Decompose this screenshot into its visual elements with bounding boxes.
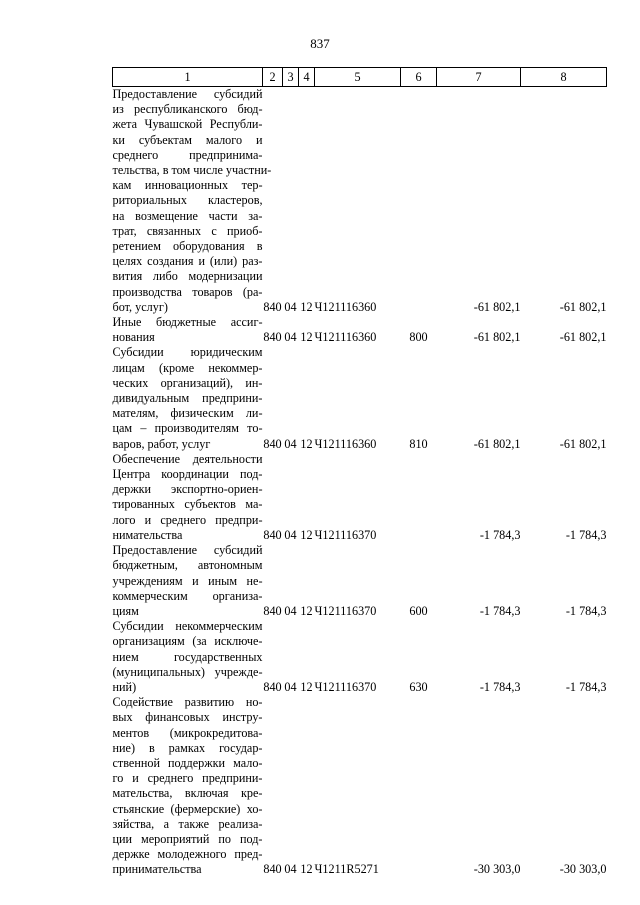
header-row [113, 68, 607, 87]
row-description [112, 87, 272, 316]
subsection-code: 12 [300, 330, 313, 345]
header-cell-4: 4 [299, 68, 315, 87]
section-code: 04 [284, 436, 297, 451]
amount-value: -61 802,1 [473, 436, 521, 451]
ministry-code: 840 [263, 679, 282, 694]
target-article-code: Ч121116360 [314, 299, 377, 314]
subsection-code: 12 [300, 299, 313, 314]
description-line: Обеспечение деятельности [112, 451, 263, 466]
description-line: трат, связанных с приоб- [112, 223, 263, 238]
table-row [113, 315, 607, 345]
total-value: -1 784,3 [565, 679, 607, 694]
description-line: ние) в рамках государ- [112, 740, 263, 755]
amount-value: -61 802,1 [473, 330, 521, 345]
description-line: зяйства, а также реализа- [112, 816, 263, 831]
table-row [113, 345, 607, 451]
target-article-code: Ч121116370 [314, 603, 377, 618]
total-value: -30 303,0 [559, 862, 607, 877]
description-line: Субсидии юридическим [112, 345, 263, 360]
section-code: 04 [284, 527, 297, 542]
description-line: ний) [112, 679, 137, 694]
total-value: -61 802,1 [559, 436, 607, 451]
section-code: 04 [284, 330, 297, 345]
header-cell-8: 8 [521, 68, 607, 87]
ministry-code: 840 [263, 527, 282, 542]
section-code: 04 [284, 603, 297, 618]
description-line: ретением оборудования в [112, 239, 263, 254]
header-cell-6: 6 [401, 68, 437, 87]
table-row [113, 619, 607, 695]
description-line: тельства, в том числе участни- [112, 163, 272, 178]
description-line: циям [112, 603, 139, 618]
expense-type-code [401, 87, 437, 316]
amount-value: -1 784,3 [479, 527, 521, 542]
description-line: держки экспортно-ориен- [112, 482, 263, 497]
amount-value: -1 784,3 [479, 679, 521, 694]
ministry-code: 840 [263, 862, 282, 877]
description-line: вых финансовых инстру- [112, 710, 263, 725]
ministry-code: 840 [263, 603, 282, 618]
row-description [113, 695, 263, 877]
row-description [113, 345, 263, 451]
description-line: Предоставление субсидий [112, 543, 263, 558]
description-line: вития либо модернизации [112, 269, 263, 284]
description-line: тированных субъектов ма- [112, 497, 263, 512]
expense-type-code: 600 [409, 603, 428, 618]
description-line: коммерческим организа- [112, 588, 263, 603]
total-value: -61 802,1 [559, 330, 607, 345]
description-line: дивидуальным предприни- [112, 391, 263, 406]
header-cell-1: 1 [113, 68, 263, 87]
subsection-code: 12 [300, 527, 313, 542]
description-line: организациям (за исключе- [112, 634, 263, 649]
description-line: Центра координации под- [112, 467, 263, 482]
expense-type-code [401, 695, 437, 877]
description-line: нием государственных [112, 649, 263, 664]
table-body [113, 87, 607, 878]
row-description [113, 619, 263, 695]
expense-type-code: 800 [409, 330, 428, 345]
header-cell-2: 2 [263, 68, 283, 87]
target-article-code: Ч121116360 [314, 330, 377, 345]
description-line: жета Чувашской Республи- [112, 117, 263, 132]
target-article-code: Ч1211R5271 [314, 862, 379, 877]
description-line: среднего предпринима- [112, 147, 263, 162]
row-description [113, 452, 263, 543]
description-line: ки субъектам малого и [112, 132, 263, 147]
subsection-code: 12 [300, 862, 313, 877]
description-line: стьянские (фермерские) хо- [112, 801, 263, 816]
target-article-code: Ч121116370 [314, 679, 377, 694]
subsection-code: 12 [300, 436, 313, 451]
table-row [113, 87, 607, 316]
total-value: -1 784,3 [565, 527, 607, 542]
amount-value: -30 303,0 [473, 862, 521, 877]
description-line: ческих организаций), ин- [112, 375, 263, 390]
description-line: принимательства [112, 862, 202, 877]
amount-value: -1 784,3 [479, 603, 521, 618]
description-line: учреждениям и иным не- [112, 573, 263, 588]
description-line: ции мероприятий по под- [112, 831, 263, 846]
target-article-code: Ч121116370 [314, 527, 377, 542]
description-line: Субсидии некоммерческим [112, 619, 263, 634]
description-line: на возмещение части за- [112, 208, 263, 223]
table-row [113, 452, 607, 543]
description-line: лицам (кроме некоммер- [112, 360, 263, 375]
expense-type-code [401, 452, 437, 543]
expense-type-code: 630 [409, 679, 428, 694]
description-line: ментов (микрокредитова- [112, 725, 263, 740]
budget-table [112, 67, 607, 878]
ministry-code: 840 [263, 330, 282, 345]
description-line: бюджетным, автономным [112, 558, 263, 573]
description-line: (муниципальных) учрежде- [112, 664, 263, 679]
total-value: -61 802,1 [559, 299, 607, 314]
description-line: из республиканского бюд- [112, 102, 263, 117]
page-number: 837 [310, 36, 330, 51]
ministry-code: 840 [263, 436, 282, 451]
description-line: нимательства [112, 527, 183, 542]
description-line: варов, работ, услуг [112, 436, 211, 451]
subsection-code: 12 [300, 679, 313, 694]
expense-type-code: 810 [409, 436, 428, 451]
description-line: риториальных кластеров, [112, 193, 263, 208]
description-line: мателям, физическим ли- [112, 406, 263, 421]
header-cell-7: 7 [437, 68, 521, 87]
section-code: 04 [284, 679, 297, 694]
description-line: Предоставление субсидий [112, 87, 263, 101]
table-row [113, 695, 607, 877]
description-line: производства товаров (ра- [112, 284, 263, 299]
ministry-code: 840 [263, 299, 282, 314]
header-cell-3: 3 [283, 68, 299, 87]
description-line: Иные бюджетные ассиг- [112, 315, 263, 330]
subsection-code: 12 [300, 603, 313, 618]
table-row [113, 543, 607, 619]
amount-value: -61 802,1 [473, 299, 521, 314]
row-description [113, 543, 263, 619]
target-article-code: Ч121116360 [314, 436, 377, 451]
description-line: Содействие развитию но- [112, 695, 263, 710]
description-line: ственной поддержки мало- [112, 755, 263, 770]
description-line: нования [112, 330, 155, 345]
section-code: 04 [284, 862, 297, 877]
description-line: целях создания и (или) раз- [112, 254, 263, 269]
description-line: бот, услуг) [112, 299, 168, 314]
section-code: 04 [284, 299, 297, 314]
description-line: кам инновационных тер- [112, 178, 263, 193]
header-cell-5: 5 [315, 68, 401, 87]
row-description [113, 315, 263, 345]
total-value: -1 784,3 [565, 603, 607, 618]
description-line: цам – производителям то- [112, 421, 263, 436]
description-line: держке молодежного пред- [112, 847, 263, 862]
description-line: лого и среднего предпри- [112, 512, 263, 527]
description-line: го и среднего предприни- [112, 771, 263, 786]
description-line: мательства, включая кре- [112, 786, 263, 801]
